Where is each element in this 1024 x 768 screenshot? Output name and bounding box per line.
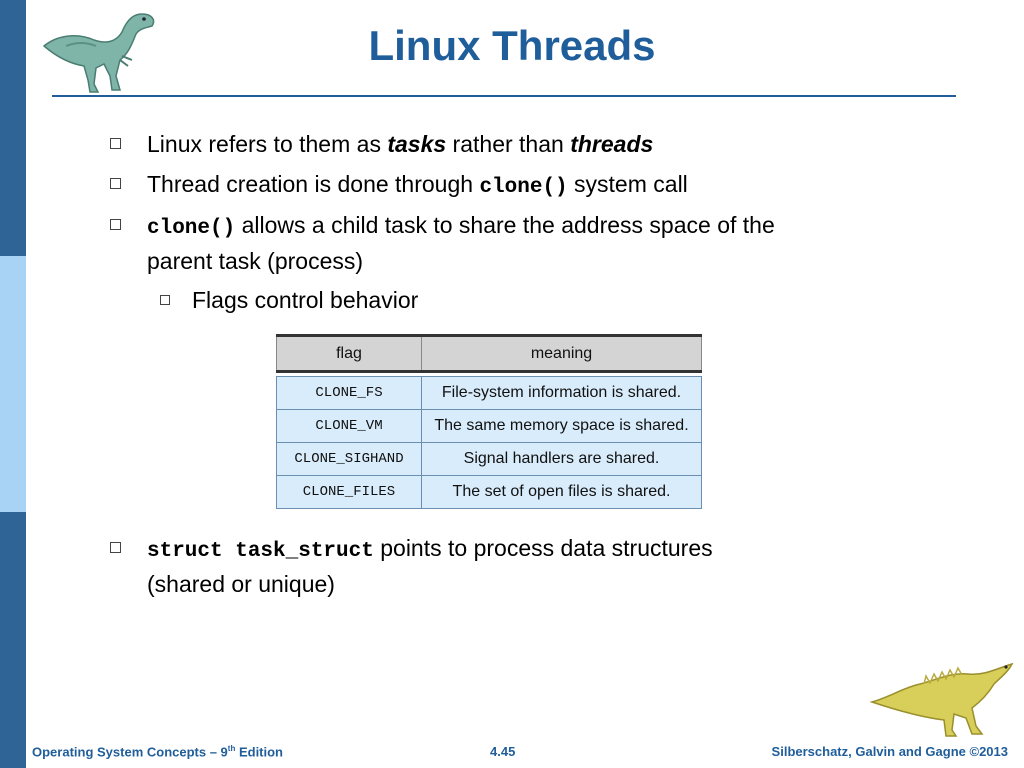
bullet-text-segment: allows a child task to share the address space of the	[235, 212, 775, 238]
table-cell-meaning: The same memory space is shared.	[422, 410, 702, 443]
footer-authors: Silberschatz, Galvin and Gagne ©2013	[771, 744, 1008, 759]
emphasis-text: threads	[570, 131, 654, 157]
bullet-text	[147, 209, 907, 277]
table-cell-meaning: Signal handlers are shared.	[422, 443, 702, 476]
clone-flags-table	[276, 334, 702, 509]
footer-text: Operating System Concepts – 9	[32, 744, 228, 760]
column-header-flag: flag	[277, 336, 422, 372]
sub-bullet-text: Flags control behavior	[192, 287, 419, 313]
sidebar-stripe	[0, 0, 26, 768]
footer-text: Edition	[235, 744, 284, 760]
bullet-text-segment: (shared or unique)	[147, 571, 335, 597]
sidebar-segment-bottom	[0, 512, 26, 768]
bullet-text-segment: parent task (process)	[147, 248, 364, 274]
table-cell-meaning: The set of open files is shared.	[422, 476, 702, 509]
table-header-row	[277, 336, 702, 372]
bullet-text	[147, 532, 907, 600]
bullet-text-segment: Thread creation is done through	[147, 171, 480, 197]
bullet-marker-icon	[110, 219, 121, 230]
table-row	[277, 476, 702, 509]
table-row	[277, 443, 702, 476]
footer-superscript: th	[227, 744, 236, 753]
bullet-text-segment: system call	[567, 171, 688, 197]
bullet-text	[147, 128, 907, 160]
page-number: 4.45	[490, 744, 516, 759]
bullet-marker-icon	[110, 138, 121, 149]
bullet-text-segment: Linux refers to them as	[147, 131, 388, 157]
code-text: struct task_struct	[147, 540, 374, 563]
column-header-meaning: meaning	[422, 336, 702, 372]
table-cell-meaning: File-system information is shared.	[422, 377, 702, 410]
table-cell-flag: CLONE_FS	[277, 377, 422, 410]
title-divider	[52, 95, 956, 97]
table-cell-flag: CLONE_SIGHAND	[277, 443, 422, 476]
footer-book-title	[32, 744, 283, 759]
emphasis-text: tasks	[387, 131, 447, 157]
sub-bullet-marker-icon	[160, 295, 170, 305]
code-text: clone()	[479, 176, 568, 199]
bullet-marker-icon	[110, 542, 121, 553]
dinosaur-icon	[868, 658, 1018, 738]
table-cell-flag: CLONE_VM	[277, 410, 422, 443]
bullet-text-segment: rather than	[446, 131, 571, 157]
sidebar-segment-middle	[0, 256, 26, 512]
table-cell-flag: CLONE_FILES	[277, 476, 422, 509]
code-text: clone()	[147, 217, 236, 240]
bullet-marker-icon	[110, 178, 121, 189]
bullet-text	[147, 168, 907, 204]
table-row	[277, 410, 702, 443]
table-row	[277, 377, 702, 410]
bullet-text-segment: points to process data structures	[373, 535, 713, 561]
page-title: Linux Threads	[368, 22, 656, 69]
